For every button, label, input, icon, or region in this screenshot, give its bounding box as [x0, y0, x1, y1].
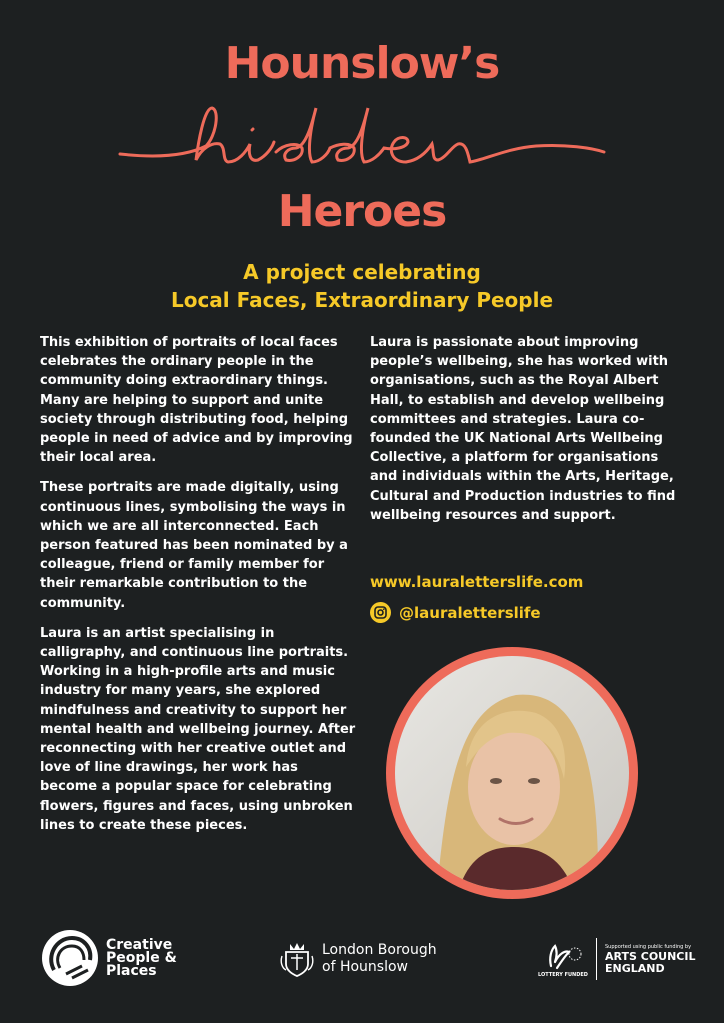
right-column	[370, 333, 688, 536]
hounslow-council-logo	[280, 940, 437, 978]
artist-bio-paragraph: Laura is an artist specialising in calligraphy, and continuous line portraits. Working in a high-profile arts and music industry for many years, she explored mindfulness and creativity to support her mental health and wellbeing journey. After reconnecting with her creative outlet and love of line drawings, her work has become a popular space for celebrating flowers, figures and faces, using unbroken lines to create these pieces.	[40, 625, 356, 833]
title-heroes: Heroes	[277, 186, 447, 237]
subtitle-line-2: Local Faces, Extraordinary People	[170, 288, 554, 312]
instagram-handle: @lauraletterslife	[399, 603, 541, 622]
cpp-swirl-icon	[42, 930, 98, 986]
hounslow-line-2: of Hounslow	[322, 959, 408, 975]
artist-portrait-photo	[386, 647, 638, 899]
intro-paragraph: This exhibition of portraits of local faces celebrates the ordinary people in the community doing extraordinary things. Many are helping to support and unite society through distributing food, helping people in need of advice and by improving their local area.	[40, 335, 353, 466]
method-paragraph: These portraits are made digitally, using continuous lines, symbolising the ways in which we are all interconnected. Each person featured has been nominated by a colleague, friend or family member for their remarkable contribution to the community.	[40, 480, 348, 611]
lottery-funded-label: LOTTERY FUNDED	[538, 972, 588, 978]
borough-crest-icon	[280, 940, 314, 978]
cpp-line-1: Creative	[106, 936, 173, 953]
instagram-link[interactable]	[370, 602, 541, 623]
wellbeing-paragraph: Laura is passionate about improving people’s wellbeing, she has worked with organisations, such as the Royal Albert Hall, to establish and develop wellbeing committees and strategies. Laura co-founded the UK National Arts Wellbeing Collective, a platform for organisations and individuals within the Arts, Heritage, Cultural and Production industries to find wellbeing resources and support.	[370, 335, 676, 523]
crossed-fingers-icon	[543, 940, 583, 970]
cpp-line-2: People &	[106, 949, 177, 966]
left-column	[40, 333, 358, 846]
arts-council-line-2: ENGLAND	[605, 961, 665, 975]
subtitle-line-1: A project celebrating	[243, 260, 481, 284]
creative-people-places-logo	[42, 930, 177, 986]
arts-council-line-1: ARTS COUNCIL	[605, 949, 696, 963]
title-hounslows: Hounslow’s	[224, 38, 500, 89]
lottery-funded-mark	[538, 940, 588, 978]
logo-divider	[596, 938, 597, 980]
instagram-icon	[370, 602, 391, 623]
cpp-line-3: Places	[106, 962, 157, 979]
hounslow-line-1: London Borough	[322, 942, 437, 958]
public-funding-label: Supported using public funding by	[605, 943, 692, 950]
arts-council-logo	[538, 938, 695, 980]
title-hidden-script	[116, 96, 608, 182]
website-link[interactable]: www.lauraletterslife.com	[370, 573, 584, 591]
